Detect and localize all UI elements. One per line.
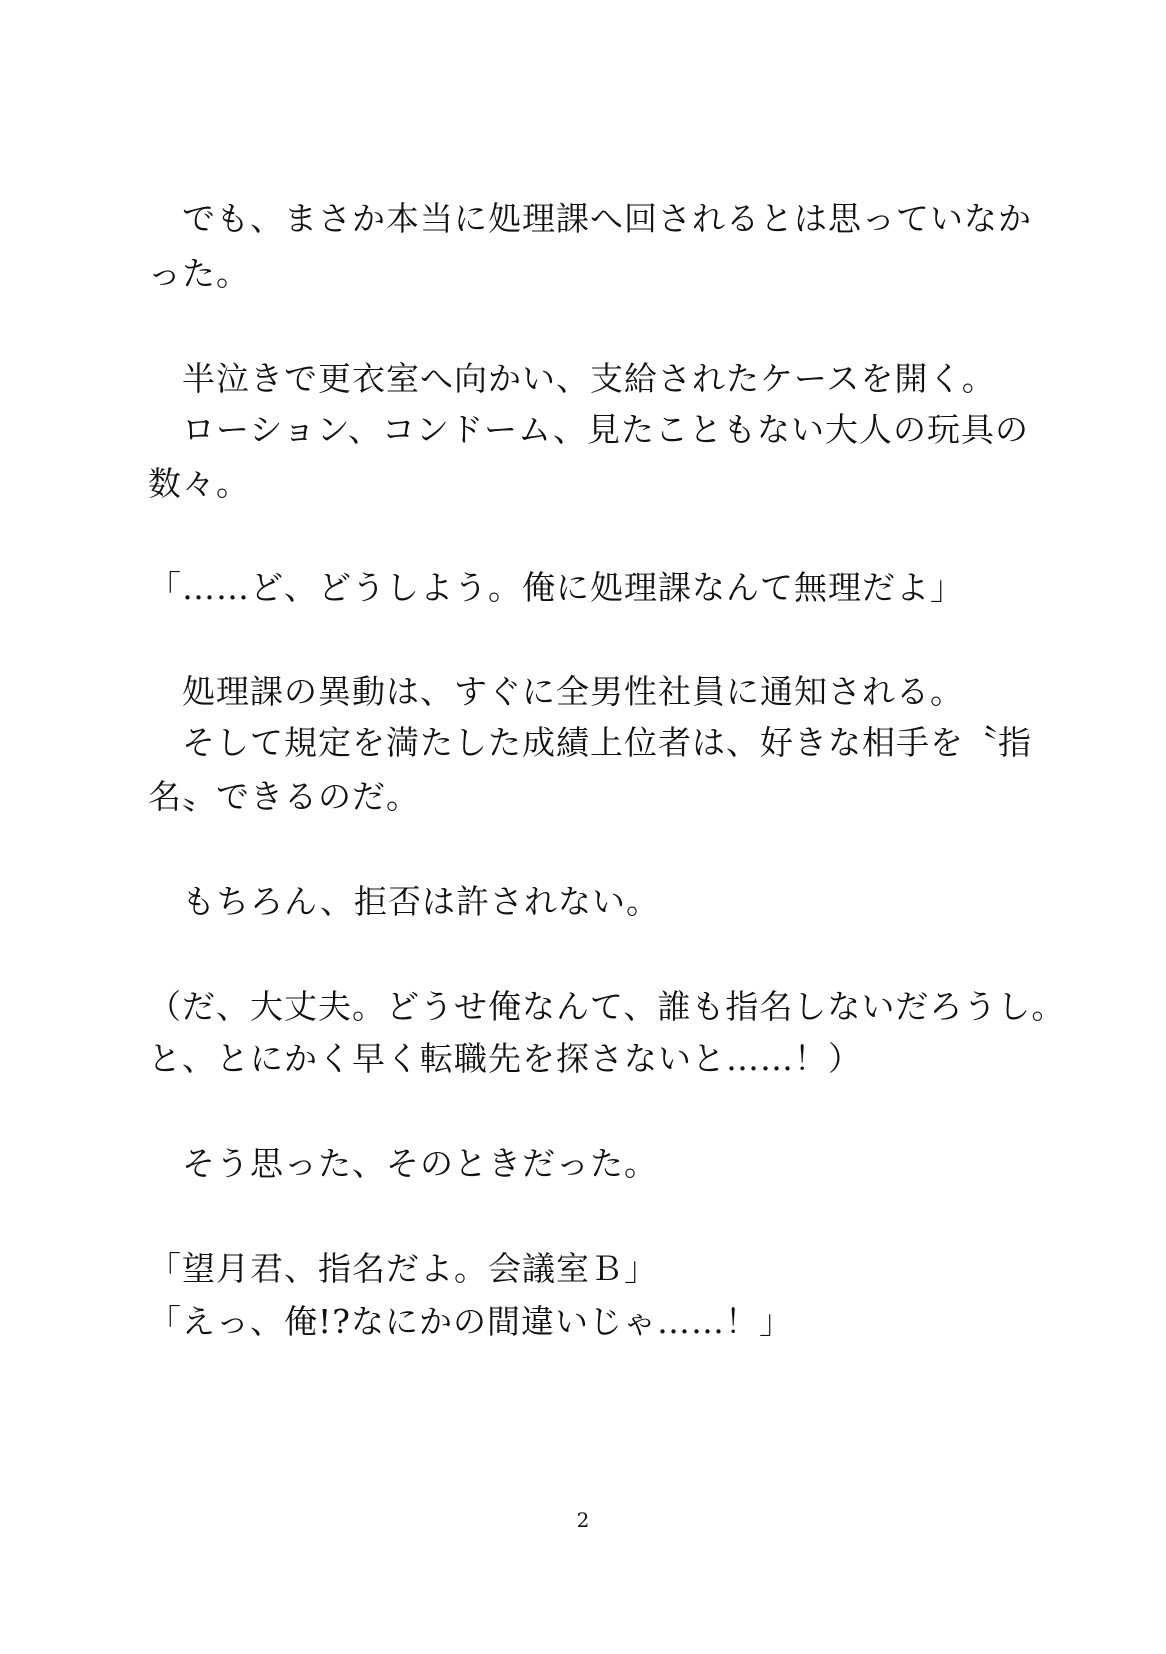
- thought-line: と、とにかく早く転職先を探さないと……！）: [148, 1039, 862, 1078]
- dialogue-line: 「……ど、どうしよう。俺に処理課なんて無理だよ」: [148, 568, 964, 607]
- page-number: 2: [576, 1508, 590, 1532]
- thought-line: （だ、大丈夫。どうせ俺なんて、誰も指名しないだろうし。: [148, 987, 1066, 1026]
- text-line: そう思った、そのときだった。: [148, 1144, 658, 1183]
- text-line: もちろん、拒否は許されない。: [148, 882, 660, 921]
- text-line: でも、まさか本当に処理課へ回されるとは思っていなか: [148, 199, 1032, 238]
- text-line: ローション、コンドーム、見たこともない大人の玩具の: [148, 410, 1030, 449]
- text-line: った。: [148, 254, 250, 293]
- text-line: 処理課の異動は、すぐに全男性社員に通知される。: [148, 672, 964, 711]
- text-line: そして規定を満たした成績上位者は、好きな相手を〝指: [148, 723, 1032, 762]
- dialogue-line: 「望月君、指名だよ。会議室Ｂ」: [148, 1249, 658, 1288]
- text-line: 名〟できるのだ。: [148, 777, 420, 816]
- dialogue-line: 「えっ、俺!?なにかの間違いじゃ……！」: [148, 1302, 793, 1341]
- text-line: 数々。: [148, 464, 250, 503]
- text-line: 半泣きで更衣室へ向かい、支給されたケースを開く。: [148, 359, 996, 398]
